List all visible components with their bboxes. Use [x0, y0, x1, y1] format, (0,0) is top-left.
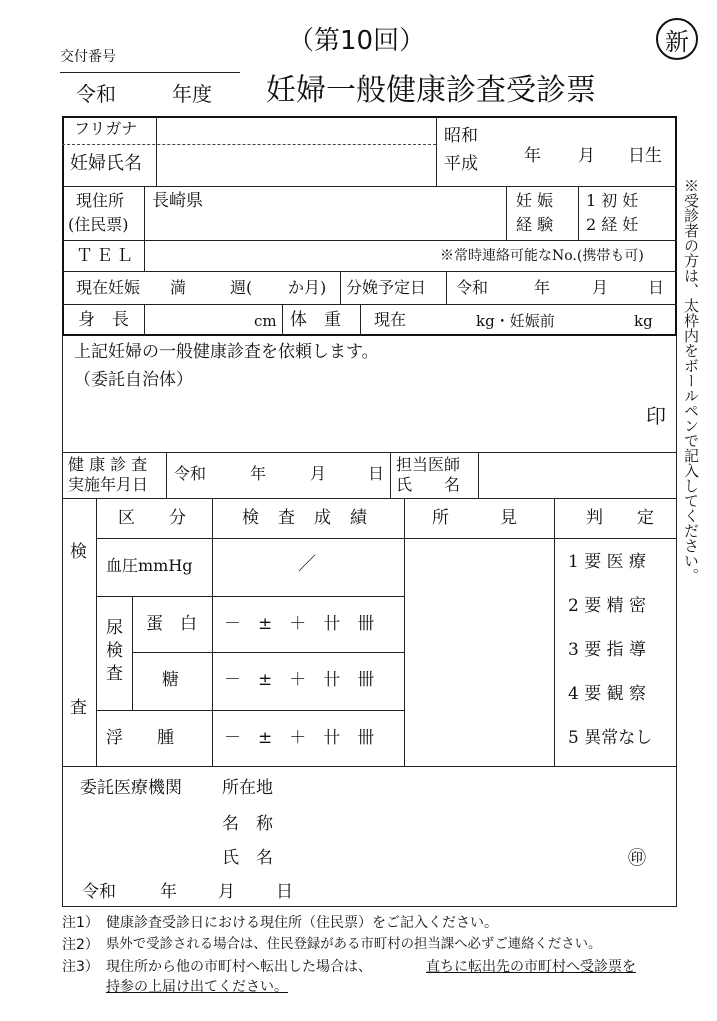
note-1: 健康診査受診日における現住所（住民票）をご記入ください。 [106, 915, 498, 931]
institution-location-label: 所在地 [222, 778, 273, 798]
judgment-option-5[interactable]: 5 異常なし [568, 728, 653, 748]
issue-number-underline [60, 72, 240, 73]
current-pregnancy-label: 現在妊娠 [76, 278, 141, 297]
col-judgment-header: 判 定 [586, 508, 654, 528]
urine-label-3: 査 [106, 664, 123, 684]
blood-pressure-label: 血圧mmHg [106, 556, 193, 575]
sugar-label: 糖 [162, 670, 179, 690]
doctor-label: 担当医師 [396, 455, 461, 474]
col-category-header: 区 分 [118, 508, 186, 528]
note-2: 県外で受診される場合は、住民登録がある市町村の担当課へ必ずご連絡ください。 [106, 937, 602, 952]
protein-scale[interactable]: － ± ＋ 卄 卌 [224, 614, 375, 634]
due-day: 日 [648, 278, 665, 297]
weight-prepregnancy-label: kg・妊娠前 [476, 312, 555, 330]
edema-scale[interactable]: － ± ＋ 卄 卌 [224, 728, 375, 748]
address-label: 現住所 [76, 191, 125, 210]
new-badge [656, 18, 698, 60]
fiscal-era: 令和 [76, 82, 116, 106]
new-badge-text: 新 [665, 27, 689, 56]
edema-label: 浮 腫 [106, 728, 174, 748]
tel-note: ※常時連絡可能なNo.(携帯も可) [440, 248, 644, 264]
weeks-full-label: 満 [170, 278, 187, 297]
dob-year: 年 [524, 146, 541, 166]
due-month: 月 [592, 278, 609, 297]
height-unit: cm [254, 312, 277, 330]
municipality-seal: 印 [646, 404, 666, 428]
col-findings-header: 所 見 [432, 508, 517, 528]
exam-era: 令和 [174, 464, 207, 483]
round-label: （第10回） [288, 26, 426, 56]
doctor-label-sub: 氏 名 [396, 475, 461, 494]
due-date-label: 分娩予定日 [346, 278, 427, 297]
months-label: か月) [288, 278, 327, 297]
side-instruction: ※受診者の方は、太枠内をボールペンで記入してください。 [682, 178, 700, 583]
furigana-label: フリガナ [74, 119, 138, 138]
exam-side-label-top: 検 [70, 542, 87, 562]
institution-era: 令和 [82, 882, 116, 902]
issue-number-label: 交付番号 [60, 49, 116, 65]
address-label-sub: (住民票) [68, 215, 129, 234]
protein-label: 蛋 白 [146, 614, 197, 634]
exam-date-label-sub: 実施年月日 [68, 475, 149, 494]
findings-field[interactable] [406, 540, 552, 764]
institution-month: 月 [218, 882, 235, 902]
weeks-label: 週( [230, 278, 253, 297]
height-label: 身 長 [78, 310, 129, 330]
exam-side-label-bottom: 査 [70, 698, 87, 718]
page-title: 妊婦一般健康診査受診票 [266, 73, 596, 108]
multi-pregnancy-option[interactable]: 2 経 妊 [586, 215, 639, 234]
urine-label-1: 尿 [106, 618, 123, 638]
exam-month: 月 [310, 464, 327, 483]
note-3-prefix: 注3） [62, 959, 99, 975]
col-result-header: 検 査 成 績 [242, 508, 368, 528]
doctor-name-field[interactable] [482, 456, 672, 494]
note-3a: 現住所から他の市町村へ転出した場合は、 [106, 959, 372, 975]
institution-name-label: 名 称 [222, 814, 273, 834]
judgment-option-1[interactable]: 1 要 医 療 [568, 552, 647, 572]
pregnancy-experience-label-sub: 経 験 [516, 215, 554, 234]
request-text: 上記妊婦の一般健康診査を依頼します。 [74, 342, 379, 362]
weight-label: 体 重 [290, 310, 341, 330]
first-pregnancy-option[interactable]: 1 初 妊 [586, 191, 639, 210]
institution-seal: ㊞ [628, 848, 646, 869]
address-value[interactable]: 長崎県 [152, 191, 203, 211]
era-heisei: 平成 [444, 154, 478, 174]
dob-day: 日生 [628, 146, 662, 166]
exam-date-label: 健 康 診 査 [68, 455, 148, 474]
tel-label: ＴＥＬ [76, 246, 136, 266]
institution-person-label: 氏 名 [222, 848, 273, 868]
name-label: 妊婦氏名 [70, 153, 142, 174]
sugar-scale[interactable]: － ± ＋ 卄 卌 [224, 670, 375, 690]
institution-day: 日 [276, 882, 293, 902]
note-3b: 直ちに転出先の市町村へ受診票を [426, 959, 636, 975]
note-2-prefix: 注2） [62, 937, 99, 953]
fiscal-year-label: 年度 [172, 82, 212, 106]
tel-field[interactable] [148, 244, 438, 268]
institution-year: 年 [160, 882, 177, 902]
due-era: 令和 [456, 278, 489, 297]
era-showa: 昭和 [444, 126, 478, 146]
urine-label-2: 検 [106, 641, 123, 661]
exam-day: 日 [368, 464, 385, 483]
judgment-option-2[interactable]: 2 要 精 密 [568, 596, 647, 616]
name-field[interactable] [158, 148, 434, 184]
entrusted-municipality-label: （委託自治体） [74, 370, 193, 390]
pregnancy-experience-label: 妊 娠 [516, 191, 554, 210]
due-year: 年 [534, 278, 551, 297]
note-3c: 持参の上届け出てください。 [106, 979, 288, 995]
furigana-field[interactable] [158, 120, 434, 142]
judgment-option-3[interactable]: 3 要 指 導 [568, 640, 647, 660]
weight-current-label: 現在 [374, 310, 407, 329]
judgment-option-4[interactable]: 4 要 観 察 [568, 684, 647, 704]
institution-label: 委託医療機関 [80, 778, 182, 798]
exam-year: 年 [250, 464, 267, 483]
dob-month: 月 [578, 146, 595, 166]
blood-pressure-slash[interactable]: ／ [298, 554, 316, 575]
note-1-prefix: 注1） [62, 915, 99, 931]
weight-unit: kg [634, 312, 653, 330]
